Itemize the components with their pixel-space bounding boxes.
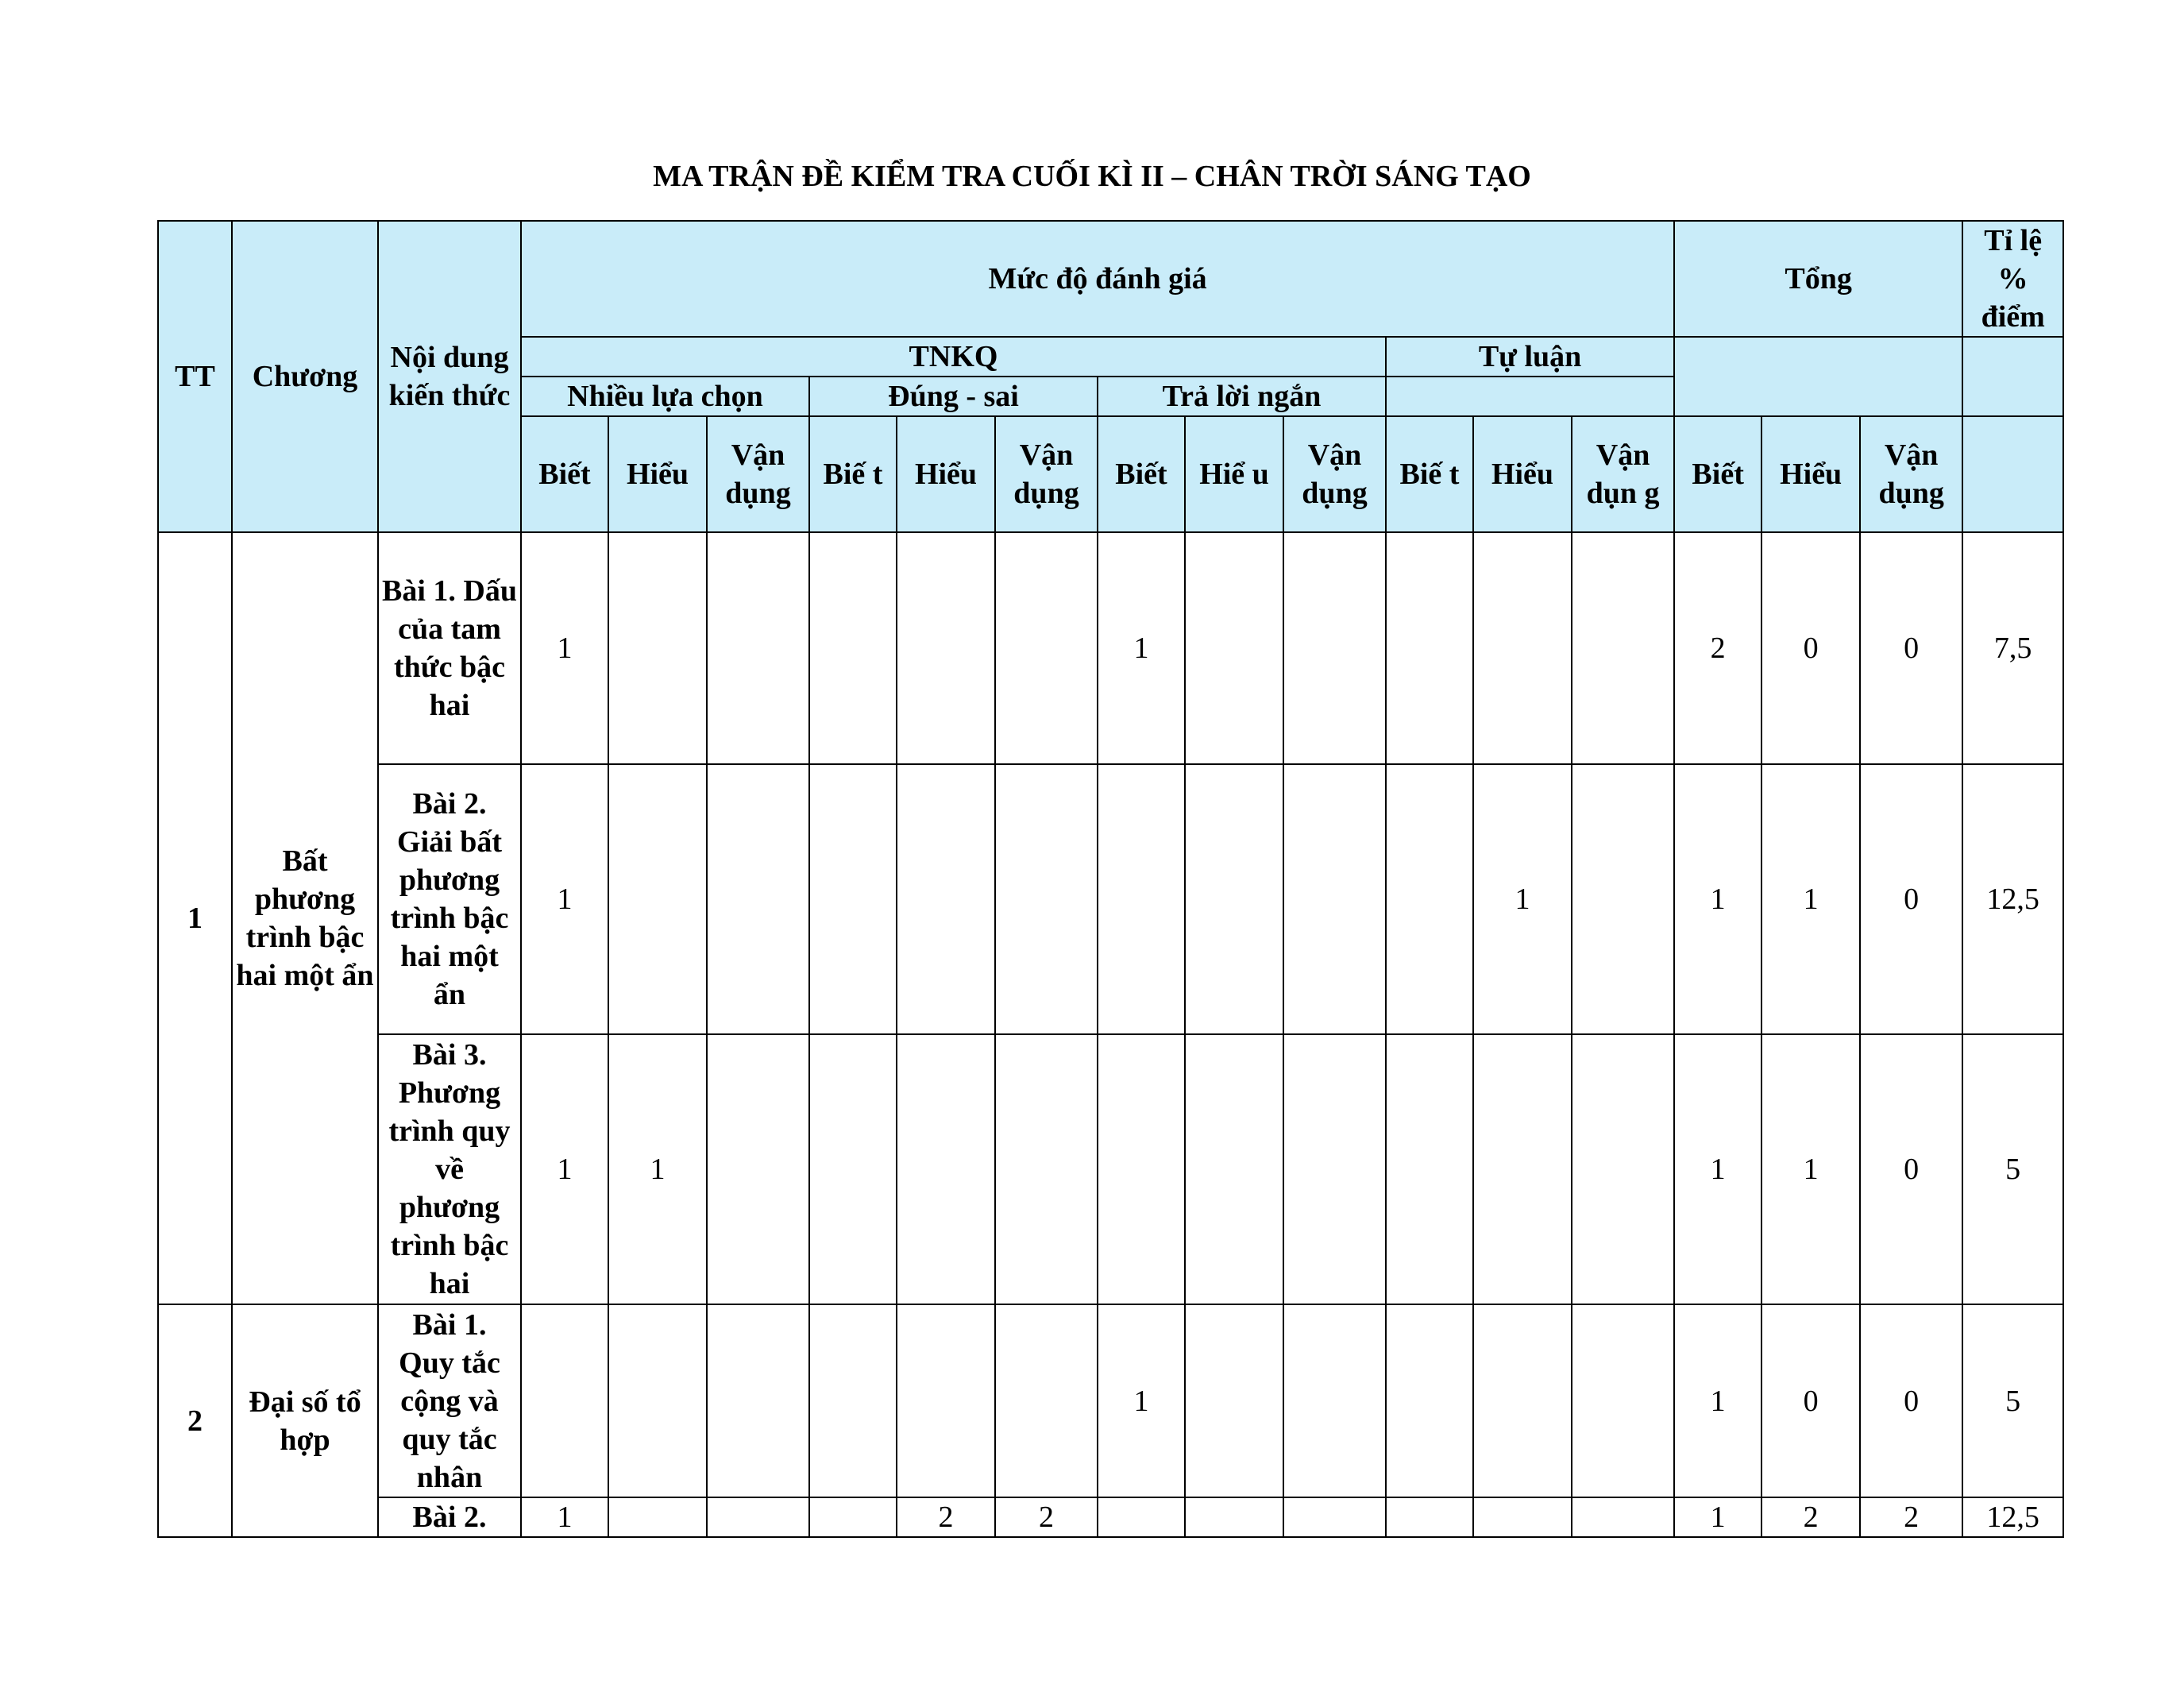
header-ti-le: Tỉ lệ % điểm — [1962, 221, 2063, 337]
row-lesson: Bài 2. — [378, 1497, 521, 1537]
cell — [1283, 1497, 1386, 1537]
cell — [1098, 1497, 1185, 1537]
header-tu-luan-blank — [1386, 377, 1674, 416]
cell — [707, 1034, 809, 1304]
cell: 1 — [521, 532, 608, 764]
cell — [608, 1497, 707, 1537]
cell — [1386, 1497, 1473, 1537]
header-chuong: Chương — [232, 221, 378, 532]
cell — [897, 764, 995, 1034]
table-row — [158, 764, 2063, 1034]
assessment-matrix-table — [157, 220, 2064, 1538]
cell — [995, 764, 1098, 1034]
cell-ti-le: 5 — [1962, 1034, 2063, 1304]
cell: 1 — [1674, 1034, 1761, 1304]
level-header: Vận dụng — [995, 416, 1098, 532]
cell — [707, 764, 809, 1034]
header-muc-do: Mức độ đánh giá — [521, 221, 1674, 337]
level-header: Biết — [521, 416, 608, 532]
row-lesson: Bài 3. Phương trình quy về phương trình bậc hai — [378, 1034, 521, 1304]
level-header: Vận dụng — [1860, 416, 1962, 532]
cell: 1 — [1473, 764, 1572, 1034]
level-header: Biết — [1098, 416, 1185, 532]
cell: 1 — [1761, 764, 1860, 1034]
cell — [707, 1304, 809, 1497]
level-header: Hiểu — [1761, 416, 1860, 532]
row-tt: 1 — [158, 532, 232, 1304]
level-header-blank — [1962, 416, 2063, 532]
row-tt: 2 — [158, 1304, 232, 1537]
cell — [1283, 532, 1386, 764]
cell — [608, 764, 707, 1034]
table-row — [158, 1497, 2063, 1537]
header-tong: Tổng — [1674, 221, 1962, 337]
table-row — [158, 1034, 2063, 1304]
cell — [1572, 532, 1674, 764]
cell — [1572, 1497, 1674, 1537]
level-header: Vận dụng — [707, 416, 809, 532]
level-header: Hiểu — [1473, 416, 1572, 532]
cell — [1185, 764, 1283, 1034]
page-title: MA TRẬN ĐỀ KIỂM TRA CUỐI KÌ II – CHÂN TRỜI SÁNG TẠO — [653, 160, 1531, 193]
cell: 1 — [1674, 1497, 1761, 1537]
cell: 0 — [1860, 532, 1962, 764]
level-header: Hiểu — [897, 416, 995, 532]
level-header: Biết — [1674, 416, 1761, 532]
cell — [809, 1034, 897, 1304]
cell — [995, 1034, 1098, 1304]
header-ti-le-blank — [1962, 337, 2063, 416]
cell — [521, 1304, 608, 1497]
cell: 0 — [1761, 1304, 1860, 1497]
cell — [1473, 532, 1572, 764]
row-chuong: Bất phương trình bậc hai một ẩn — [232, 532, 378, 1304]
cell — [1572, 1034, 1674, 1304]
cell: 0 — [1860, 764, 1962, 1034]
cell: 1 — [1098, 532, 1185, 764]
cell — [1473, 1497, 1572, 1537]
cell: 1 — [608, 1034, 707, 1304]
cell — [897, 532, 995, 764]
cell — [1473, 1034, 1572, 1304]
level-header: Vận dụn g — [1572, 416, 1674, 532]
row-chuong: Đại số tổ hợp — [232, 1304, 378, 1537]
cell: 1 — [521, 1497, 608, 1537]
header-tt: TT — [158, 221, 232, 532]
level-header: Hiể u — [1185, 416, 1283, 532]
cell — [1386, 1034, 1473, 1304]
cell-ti-le: 12,5 — [1962, 1497, 2063, 1537]
cell — [1098, 764, 1185, 1034]
level-header: Biế t — [1386, 416, 1473, 532]
cell — [897, 1034, 995, 1304]
cell: 0 — [1860, 1304, 1962, 1497]
row-lesson: Bài 1. Quy tắc cộng và quy tắc nhân — [378, 1304, 521, 1497]
cell: 1 — [1098, 1304, 1185, 1497]
header-noi-dung: Nội dung kiến thức — [378, 221, 521, 532]
row-lesson: Bài 2. Giải bất phương trình bậc hai một ẩn — [378, 764, 521, 1034]
cell — [1185, 1034, 1283, 1304]
cell: 2 — [1761, 1497, 1860, 1537]
header-tnkq: TNKQ — [521, 337, 1386, 377]
cell — [608, 532, 707, 764]
table-row — [158, 1304, 2063, 1497]
cell — [809, 1304, 897, 1497]
header-nhieu-lua-chon: Nhiều lựa chọn — [521, 377, 809, 416]
cell — [1283, 1304, 1386, 1497]
header-dung-sai: Đúng - sai — [809, 377, 1098, 416]
cell-ti-le: 12,5 — [1962, 764, 2063, 1034]
cell — [809, 764, 897, 1034]
cell — [1283, 764, 1386, 1034]
cell: 1 — [1674, 1304, 1761, 1497]
cell-ti-le: 5 — [1962, 1304, 2063, 1497]
table-row — [158, 532, 2063, 764]
cell — [707, 1497, 809, 1537]
cell — [1185, 1304, 1283, 1497]
cell: 1 — [521, 1034, 608, 1304]
cell — [809, 532, 897, 764]
cell — [1185, 1497, 1283, 1537]
cell: 2 — [995, 1497, 1098, 1537]
cell — [995, 532, 1098, 764]
cell: 1 — [521, 764, 608, 1034]
cell: 2 — [1860, 1497, 1962, 1537]
cell-ti-le: 7,5 — [1962, 532, 2063, 764]
cell — [1386, 764, 1473, 1034]
cell — [1473, 1304, 1572, 1497]
header-tra-loi-ngan: Trả lời ngắn — [1098, 377, 1386, 416]
cell — [897, 1304, 995, 1497]
cell — [809, 1497, 897, 1537]
cell: 2 — [1674, 532, 1761, 764]
cell — [1283, 1034, 1386, 1304]
cell: 1 — [1761, 1034, 1860, 1304]
cell: 1 — [1674, 764, 1761, 1034]
cell — [608, 1304, 707, 1497]
cell: 0 — [1761, 532, 1860, 764]
cell: 2 — [897, 1497, 995, 1537]
cell — [1572, 1304, 1674, 1497]
cell — [1386, 532, 1473, 764]
cell: 0 — [1860, 1034, 1962, 1304]
level-header: Hiểu — [608, 416, 707, 532]
cell — [1098, 1034, 1185, 1304]
level-header: Vận dụng — [1283, 416, 1386, 532]
header-tong-blank — [1674, 337, 1962, 416]
cell — [707, 532, 809, 764]
cell — [995, 1304, 1098, 1497]
level-header: Biế t — [809, 416, 897, 532]
cell — [1572, 764, 1674, 1034]
row-lesson: Bài 1. Dấu của tam thức bậc hai — [378, 532, 521, 764]
cell — [1185, 532, 1283, 764]
cell — [1386, 1304, 1473, 1497]
header-tu-luan: Tự luận — [1386, 337, 1674, 377]
